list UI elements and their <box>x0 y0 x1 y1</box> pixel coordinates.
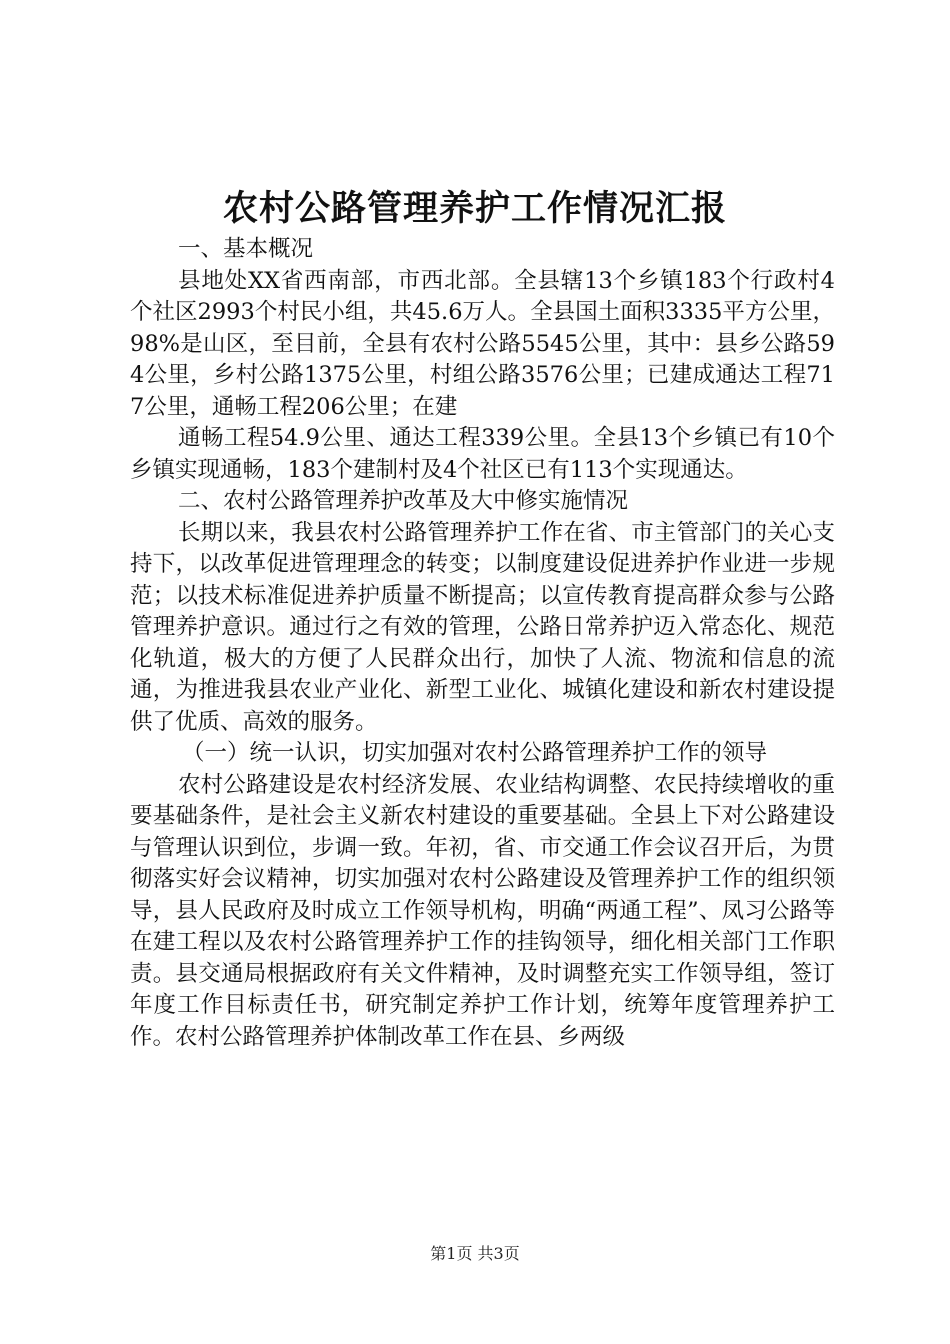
section-heading-basic-overview: 一、基本概况 <box>178 236 314 262</box>
section-heading-reform: 二、农村公路管理养护改革及大中修实施情况 <box>178 488 629 514</box>
paragraph-overview-1: 县地处XX省西南部，市西北部。全县辖13个乡镇183个行政村4个社区2993个村民小组，共45.6万人。全县国土面积3335平方公里，98%是山区，至目前，全县有农村公路5545公里，其中：县乡公路594公里，乡村公路1375公里，村组公路3576公里；已建成通达工程717公里，通畅工程206公里；在建 <box>130 267 835 420</box>
paragraph-leadership: 农村公路建设是农村经济发展、农业结构调整、农民持续增收的重要基础条件，是社会主义新农村建设的重要基础。全县上下对公路建设与管理认识到位，步调一致。年初，省、市交通工作会议召开后，为贯彻落实好会议精神，切实加强对农村公路建设及管理养护工作的组织领导，县人民政府及时成立工作领导机构，明确“两通工程”、凤习公路等在建工程以及农村公路管理养护工作的挂钩领导，细化相关部门工作职责。县交通局根据政府有关文件精神，及时调整充实工作领导组，签订年度工作目标责任书，研究制定养护工作计划，统筹年度管理养护工作。农村公路管理养护体制改革工作在县、乡两级 <box>130 771 835 1050</box>
document-title: 农村公路管理养护工作情况汇报 <box>222 188 727 229</box>
paragraph-overview-2: 通畅工程54.9公里、通达工程339公里。全县13个乡镇已有10个乡镇实现通畅，183个建制村及4个社区已有113个实现通达。 <box>130 425 835 483</box>
paragraph-reform: 长期以来，我县农村公路管理养护工作在省、市主管部门的关心支持下，以改革促进管理理念的转变；以制度建设促进养护作业进一步规范；以技术标准促进养护质量不断提高；以宣传教育提高群众参与公路管理养护意识。通过行之有效的管理，公路日常养护迈入常态化、规范化轨道，极大的方便了人民群众出行，加快了人流、物流和信息的流通，为推进我县农业产业化、新型工业化、城镇化建设和新农村建设提供了优质、高效的服务。 <box>130 519 835 735</box>
subsection-heading-leadership: （一）统一认识，切实加强对农村公路管理养护工作的领导 <box>182 740 768 766</box>
document-body <box>130 234 835 1053</box>
page-number-footer: 第1页 共3页 <box>430 1244 520 1263</box>
